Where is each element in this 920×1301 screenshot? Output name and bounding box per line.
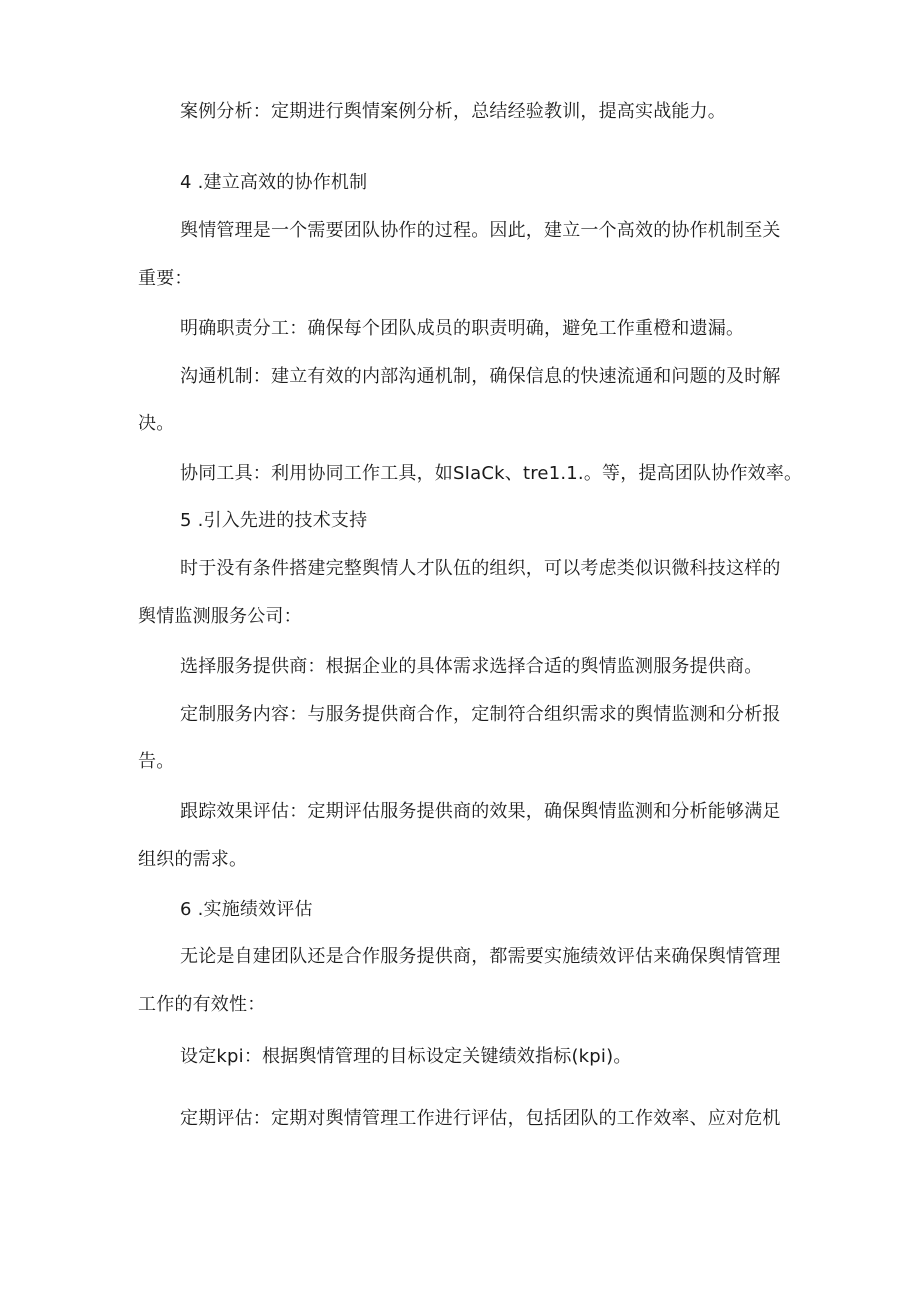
paragraph-collaboration-intro-line1: 舆情管理是一个需要团队协作的过程。因此，建立一个高效的协作机制至关 <box>180 220 781 241</box>
paragraph-performance-line1: 无论是自建团队还是合作服务提供商，都需要实施绩效评估来确保舆情管理 <box>180 946 781 967</box>
paragraph-responsibilities: 明确职责分工：确保每个团队成员的职责明确，避免工作重橙和遗漏。 <box>180 318 745 339</box>
paragraph-collaboration-intro-line2: 重要： <box>138 268 193 289</box>
paragraph-track-evaluation-line1: 跟踪效果评估：定期评估服务提供商的效果，确保舆情监测和分析能够满足 <box>180 801 781 822</box>
paragraph-performance-line2: 工作的有效性： <box>138 994 266 1015</box>
section-heading-4: 4 .建立高效的协作机制 <box>180 172 368 193</box>
paragraph-set-kpi: 设定kpi：根据舆情管理的目标设定关键绩效指标(kpi)。 <box>180 1046 632 1067</box>
paragraph-choose-provider: 选择服务提供商：根据企业的具体需求选择合适的舆情监测服务提供商。 <box>180 656 763 677</box>
paragraph-case-analysis: 案例分析：定期进行舆情案例分析，总结经验教训，提高实战能力。 <box>180 101 726 122</box>
paragraph-custom-service-line1: 定制服务内容：与服务提供商合作，定制符合组织需求的舆情监测和分析报 <box>180 704 781 725</box>
paragraph-track-evaluation-line2: 组织的需求。 <box>138 849 248 870</box>
paragraph-custom-service-line2: 告。 <box>138 751 175 772</box>
section-heading-6: 6 .实施绩效评估 <box>180 899 313 920</box>
paragraph-periodic-evaluation: 定期评估：定期对舆情管理工作进行评估，包括团队的工作效率、应对危机 <box>180 1108 781 1129</box>
paragraph-communication-line2: 决。 <box>138 413 175 434</box>
section-heading-5: 5 .引入先进的技术支持 <box>180 510 368 531</box>
paragraph-tech-support-line2: 舆情监测服务公司： <box>138 606 302 627</box>
paragraph-communication-line1: 沟通机制：建立有效的内部沟通机制，确保信息的快速流通和问题的及时解 <box>180 366 781 387</box>
paragraph-tech-support-line1: 时于没有条件搭建完整舆情人才队伍的组织，可以考虑类似识微科技这样的 <box>180 558 781 579</box>
paragraph-collaboration-tools: 协同工具：利用协同工作工具，如SIaCk、tre1.1.。等，提高团队协作效率。 <box>180 463 803 484</box>
